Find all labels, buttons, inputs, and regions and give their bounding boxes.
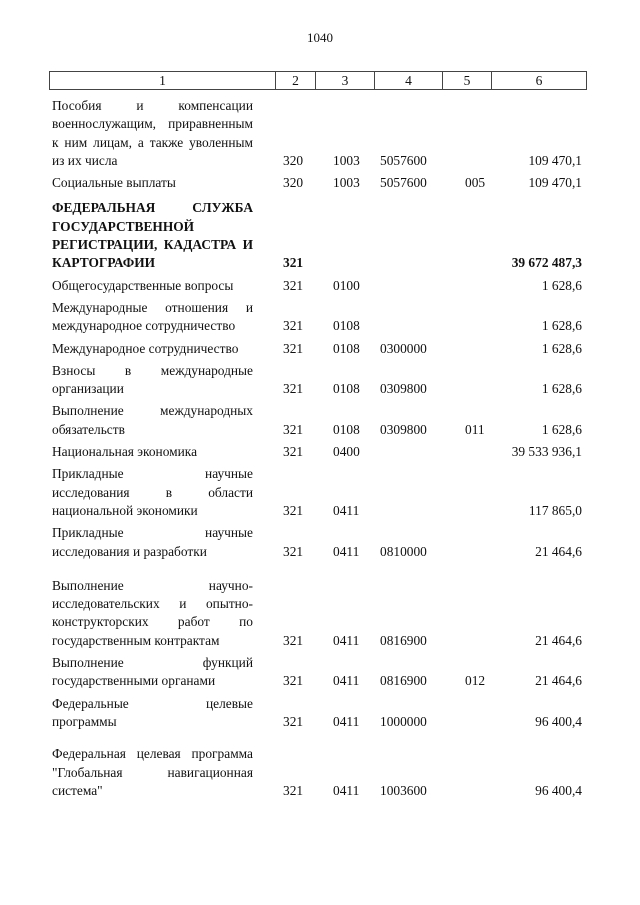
amount: 1 628,6: [541, 381, 582, 397]
row-description: [52, 174, 253, 192]
target-article-code: 0810000: [380, 543, 427, 559]
description-line: КАРТОГРАФИИ: [52, 255, 156, 271]
section-code: 0100: [333, 277, 360, 293]
header-col-5: 5: [442, 72, 491, 89]
table-row: [52, 299, 612, 336]
amount: 21 464,6: [535, 673, 582, 689]
table-row: [52, 465, 612, 520]
header-col-3: 3: [315, 72, 374, 89]
amount: 39 533 936,1: [511, 444, 582, 460]
description-line: ФЕДЕРАЛЬНАЯ СЛУЖБА: [52, 200, 253, 216]
header-col-6: 6: [491, 72, 586, 89]
description-line: к ним лицам, а также уволенным: [52, 134, 253, 150]
section-code: 0108: [333, 318, 360, 334]
table-row: [52, 199, 612, 272]
section-code: 0411: [333, 713, 360, 729]
description-line: Общегосударственные вопросы: [52, 277, 234, 293]
description-line: организации: [52, 381, 124, 397]
ministry-code: 321: [283, 782, 304, 798]
description-line: РЕГИСТРАЦИИ, КАДАСТРА И: [52, 237, 253, 253]
header-col-2: 2: [275, 72, 315, 89]
target-article-code: 0300000: [380, 340, 427, 356]
amount: 39 672 487,3: [511, 255, 582, 271]
page-number: 1040: [307, 30, 333, 45]
description-line: обязательств: [52, 421, 125, 437]
target-article-code: 0309800: [380, 381, 427, 397]
description-line: исследовательских и опытно-: [52, 596, 253, 612]
table-row: [52, 745, 612, 800]
amount: 109 470,1: [528, 175, 582, 191]
amount: 96 400,4: [535, 782, 582, 798]
table-row: [52, 402, 612, 439]
description-line: военнослужащим, приравненным: [52, 116, 253, 132]
description-line: Прикладные научные: [52, 466, 253, 482]
amount: 21 464,6: [535, 632, 582, 648]
description-line: система": [52, 782, 103, 798]
description-line: "Глобальная навигационная: [52, 764, 253, 780]
ministry-code: 321: [283, 713, 304, 729]
description-line: Выполнение научно-: [52, 577, 253, 593]
target-article-code: 0816900: [380, 673, 427, 689]
table-row: [52, 362, 612, 399]
expense-type-code: 012: [465, 673, 486, 689]
table-row: [52, 174, 612, 192]
row-description: [52, 577, 253, 650]
ministry-code: 321: [283, 255, 304, 271]
amount: 21 464,6: [535, 543, 582, 559]
ministry-code: 321: [283, 673, 304, 689]
row-description: [52, 362, 253, 399]
section-code: 0108: [333, 340, 360, 356]
ministry-code: 320: [283, 152, 304, 168]
section-code: 0411: [333, 502, 360, 518]
section-code: 1003: [333, 175, 360, 191]
table-row: [52, 340, 612, 358]
description-line: программы: [52, 713, 117, 729]
target-article-code: 5057600: [380, 152, 427, 168]
target-article-code: 1003600: [380, 782, 427, 798]
description-line: Международные отношения и: [52, 299, 253, 315]
row-description: [52, 402, 253, 439]
amount: 1 628,6: [541, 318, 582, 334]
table-row: [52, 577, 612, 650]
description-line: из их числа: [52, 152, 118, 168]
row-description: [52, 199, 253, 272]
ministry-code: 321: [283, 632, 304, 648]
amount: 109 470,1: [528, 152, 582, 168]
amount: 1 628,6: [541, 277, 582, 293]
description-line: Взносы в международные: [52, 362, 253, 378]
table-row: [52, 524, 612, 561]
description-line: международное сотрудничество: [52, 318, 236, 334]
section-code: 0411: [333, 673, 360, 689]
section-code: 0411: [333, 782, 360, 798]
section-code: 0400: [333, 444, 360, 460]
description-line: государственным контрактам: [52, 632, 220, 648]
target-article-code: 1000000: [380, 713, 427, 729]
description-line: Международное сотрудничество: [52, 340, 239, 356]
description-line: национальной экономики: [52, 502, 198, 518]
amount: 1 628,6: [541, 421, 582, 437]
description-line: Национальная экономика: [52, 444, 198, 460]
target-article-code: 5057600: [380, 175, 427, 191]
row-description: [52, 465, 253, 520]
amount: 117 865,0: [528, 502, 582, 518]
row-description: [52, 277, 253, 295]
section-code: 0108: [333, 421, 360, 437]
ministry-code: 321: [283, 340, 304, 356]
row-description: [52, 654, 253, 691]
ministry-code: 321: [283, 277, 304, 293]
target-article-code: 0816900: [380, 632, 427, 648]
amount: 96 400,4: [535, 713, 582, 729]
ministry-code: 320: [283, 175, 304, 191]
description-line: конструкторских работ по: [52, 614, 253, 630]
description-line: ГОСУДАРСТВЕННОЙ: [52, 218, 195, 234]
table-row: [52, 97, 612, 170]
description-line: Социальные выплаты: [52, 175, 176, 191]
row-description: [52, 443, 253, 461]
amount: 1 628,6: [541, 340, 582, 356]
header-col-1: 1: [159, 73, 166, 88]
description-line: Прикладные научные: [52, 525, 253, 541]
section-code: 1003: [333, 152, 360, 168]
description-line: Пособия и компенсации: [52, 98, 253, 113]
description-line: государственными органами: [52, 673, 216, 689]
table-row: [52, 654, 612, 691]
table-row: [52, 277, 612, 295]
ministry-code: 321: [283, 318, 304, 334]
header-col-4: 4: [374, 72, 442, 89]
row-description: [52, 524, 253, 561]
expense-type-code: 011: [465, 421, 485, 437]
ministry-code: 321: [283, 444, 304, 460]
row-description: [52, 745, 253, 800]
row-description: [52, 340, 253, 358]
section-code: 0411: [333, 632, 360, 648]
description-line: Выполнение функций: [52, 655, 253, 671]
table-row: [52, 443, 612, 461]
ministry-code: 321: [283, 381, 304, 397]
section-code: 0108: [333, 381, 360, 397]
description-line: исследования и разработки: [52, 543, 207, 559]
section-code: 0411: [333, 543, 360, 559]
ministry-code: 321: [283, 502, 304, 518]
description-line: Федеральная целевая программа: [52, 746, 253, 762]
table-body: [52, 97, 612, 800]
description-line: Федеральные целевые: [52, 695, 253, 711]
table-header: [49, 71, 587, 90]
expense-type-code: 005: [465, 175, 486, 191]
ministry-code: 321: [283, 421, 304, 437]
row-description: [52, 299, 253, 336]
table-row: [52, 695, 612, 732]
row-description: [52, 97, 253, 170]
row-description: [52, 695, 253, 732]
ministry-code: 321: [283, 543, 304, 559]
target-article-code: 0309800: [380, 421, 427, 437]
description-line: Выполнение международных: [52, 403, 253, 419]
description-line: исследования в области: [52, 484, 253, 500]
